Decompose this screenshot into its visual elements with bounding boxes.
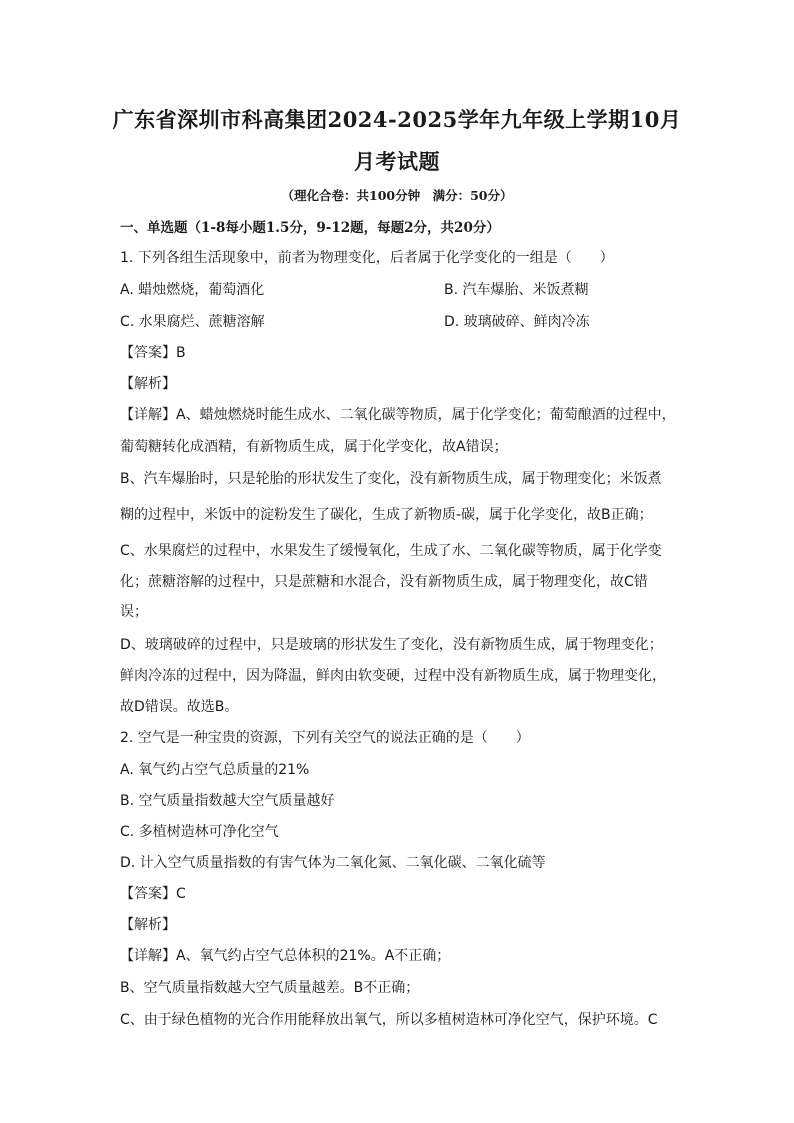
question-2-option-c: C. 多植树造林可净化空气 [120,824,279,840]
exam-info: （理化合卷：共100分钟 满分：50分） [281,188,513,203]
section-heading: 一、单选题（1-8每小题1.5分，9-12题，每题2分，共20分） [120,220,500,236]
question-1-detail-line: 误； [120,604,148,620]
question-2-detail-line: B、空气质量指数越大空气质量越差。B不正确； [120,980,420,996]
question-1-option-d: D. 玻璃破碎、鲜肉冷冻 [444,314,590,330]
question-2-detail-line: 【详解】A、氧气约占空气总体积的21%。A不正确； [120,948,451,964]
question-1-detail-line: 葡萄糖转化成酒精，有新物质生成，属于化学变化，故A错误； [120,439,508,455]
document-title-line-1: 广东省深圳市科高集团2024-2025学年九年级上学期10月 [112,107,682,132]
question-1-analysis-label: 【解析】 [120,376,176,392]
question-1-detail-line: 糊的过程中，米饭中的淀粉发生了碳化，生成了新物质-碳，属于化学变化，故B正确； [120,507,653,523]
question-2-analysis-label: 【解析】 [120,917,176,933]
question-1-stem: 1. 下列各组生活现象中，前者为物理变化，后者属于化学变化的一组是（ ） [120,250,614,266]
question-2-option-d: D. 计入空气质量指数的有害气体为二氧化氮、二氧化碳、二氧化硫等 [120,855,546,871]
question-1-detail-line: C、水果腐烂的过程中，水果发生了缓慢氧化，生成了水、二氧化碳等物质，属于化学变 [120,543,662,559]
question-1-detail-line: 鲜肉冷冻的过程中，因为降温，鲜肉由软变硬，过程中没有新物质生成，属于物理变化， [120,668,666,684]
question-1-detail-line: 【详解】A、蜡烛燃烧时能生成水、二氧化碳等物质，属于化学变化；葡萄酿酒的过程中， [120,407,676,423]
question-2-detail-line: C、由于绿色植物的光合作用能释放出氧气，所以多植树造林可净化空气，保护环境。C [120,1012,658,1028]
question-1-option-c: C. 水果腐烂、蔗糖溶解 [120,314,265,330]
question-2-option-b: B. 空气质量指数越大空气质量越好 [120,793,335,809]
question-1-detail-line: 化；蔗糖溶解的过程中，只是蔗糖和水混合，没有新物质生成，属于物理变化，故C错 [120,574,648,590]
question-2-option-a: A. 氧气约占空气总质量的21% [120,762,310,778]
question-1-option-a: A. 蜡烛燃烧，葡萄酒化 [120,282,265,298]
question-1-detail-line: D、玻璃破碎的过程中，只是玻璃的形状发生了变化，没有新物质生成，属于物理变化； [120,637,663,653]
document-title-line-2: 月考试题 [354,149,440,174]
question-1-answer: 【答案】B [120,345,186,361]
question-1-option-b: B. 汽车爆胎、米饭煮糊 [444,282,589,298]
question-1-detail-line: 故D错误。故选B。 [120,699,239,715]
question-1-detail-line: B、汽车爆胎时，只是轮胎的形状发生了变化，没有新物质生成，属于物理变化；米饭煮 [120,471,662,487]
question-2-stem: 2. 空气是一种宝贵的资源，下列有关空气的说法正确的是（ ） [120,730,530,746]
question-2-answer: 【答案】C [120,886,186,902]
